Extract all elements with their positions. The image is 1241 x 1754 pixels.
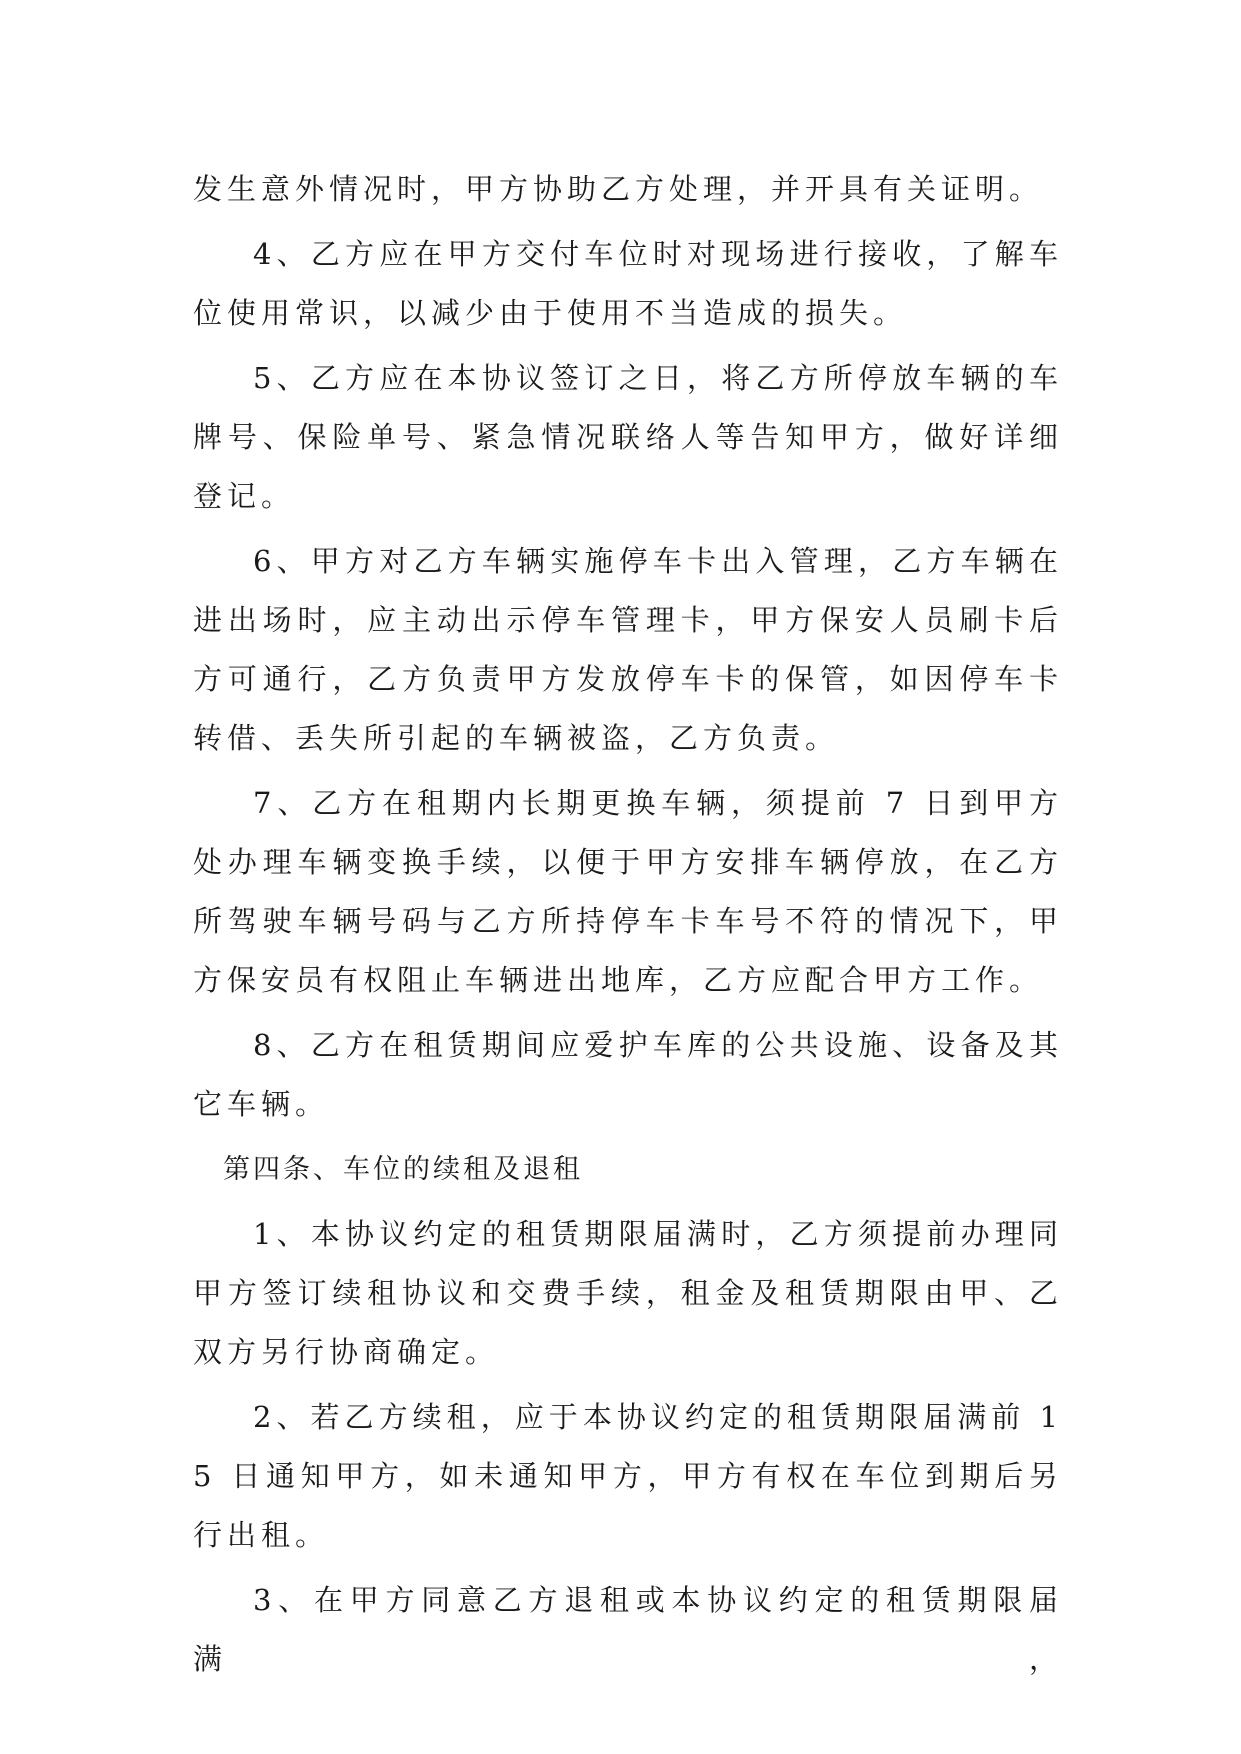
paragraph-clause-5: 5、乙方应在本协议签订之日，将乙方所停放车辆的车牌号、保险单号、紧急情况联络人等告知甲方，做好详细登记。	[193, 361, 1063, 513]
document-body	[193, 160, 1063, 1695]
paragraph-clause-8: 8、乙方在租赁期间应爱护车库的公共设施、设备及其它车辆。	[193, 1028, 1063, 1121]
paragraph-clause-6: 6、甲方对乙方车辆实施停车卡出入管理，乙方车辆在进出场时，应主动出示停车管理卡，甲方保安人员刷卡后方可通行，乙方负责甲方发放停车卡的保管，如因停车卡转借、丢失所引起的车辆被盗，乙方负责。	[193, 544, 1063, 755]
section-heading-article-4: 第四条、车位的续租及退租	[223, 1154, 583, 1185]
paragraph-accident-assistance: 发生意外情况时，甲方协助乙方处理，并开具有关证明。	[193, 172, 1044, 206]
paragraph-renewal-2: 2、若乙方续租，应于本协议约定的租赁期限届满前 15 日通知甲方，如未通知甲方，甲方有权在车位到期后另行出租。	[193, 1400, 1063, 1552]
paragraph-renewal-3: 3、在甲方同意乙方退租或本协议约定的租赁期限届满，	[193, 1583, 1063, 1676]
paragraph-clause-7: 7、乙方在租期内长期更换车辆，须提前 7 日到甲方处办理车辆变换手续，以便于甲方安排车辆停放，在乙方所驾驶车辆号码与乙方所持停车卡车号不符的情况下，甲方保安员有权阻止车辆进出地库，乙方应配合甲方工作。	[193, 786, 1063, 997]
paragraph-clause-4: 4、乙方应在甲方交付车位时对现场进行接收，了解车位使用常识，以减少由于使用不当造成的损失。	[193, 237, 1063, 330]
paragraph-renewal-1: 1、本协议约定的租赁期限届满时，乙方须提前办理同甲方签订续租协议和交费手续，租金及租赁期限由甲、乙双方另行协商确定。	[193, 1217, 1063, 1369]
